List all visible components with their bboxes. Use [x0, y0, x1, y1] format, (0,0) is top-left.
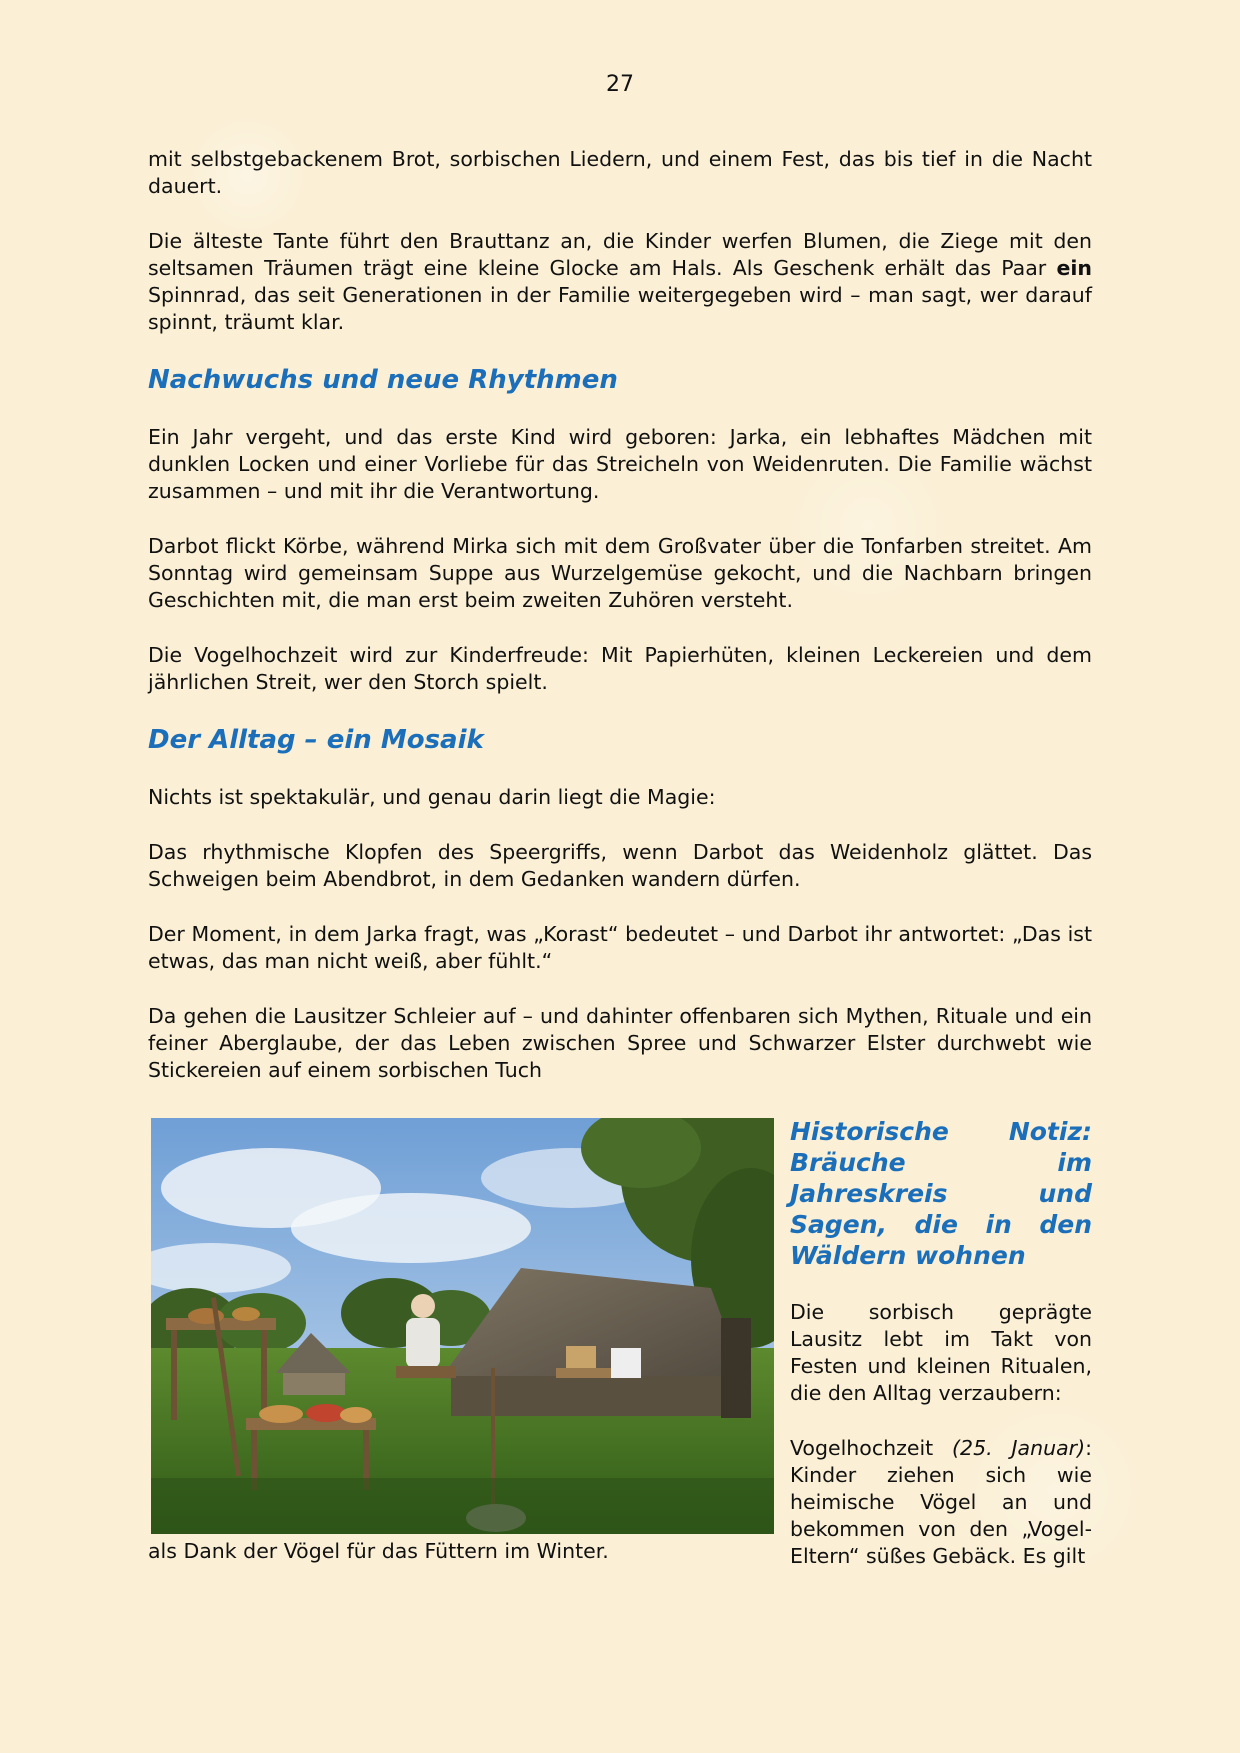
text-span: Die älteste Tante führt den Brauttanz an, die Kinder werfen Blumen, die Ziege mit den seltsamen Träumen trägt eine kleine Glocke am Hals. Als Geschenk erhält das Paar — [148, 229, 1092, 280]
paragraph: Der Moment, in dem Jarka fragt, was „Korast“ bedeutet – und Darbot ihr antwortet: „Das ist etwas, das man nicht weiß, aber fühlt.“ — [148, 922, 1092, 973]
note-intro: Die sorbisch geprägte Lausitz lebt im Takt von Festen und kleinen Ritualen, die den Alltag verzaubern: — [790, 1300, 1092, 1405]
paragraph: Das rhythmische Klopfen des Speergriffs, wenn Darbot das Weidenholz glättet. Das Schweigen beim Abendbrot, in dem Gedanken wandern dürfen. — [148, 840, 1092, 891]
paragraph: Die Vogelhochzeit wird zur Kinderfreude: Mit Papierhüten, kleinen Leckereien und dem jährlichen Streit, wer den Storch spielt. — [148, 643, 1092, 694]
text-span: Spinnrad, das seit Generationen in der Familie weitergegeben wird – man sagt, wer darauf spinnt, träumt klar. — [148, 283, 1092, 334]
paragraph: Da gehen die Lausitzer Schleier auf – und dahinter offenbaren sich Mythen, Rituale und ein feiner Aberglaube, der das Leben zwischen Spree und Schwarzer Elster durchwebt wie Stickereien auf einem sorbischen Tuch — [148, 1004, 1092, 1082]
paragraph — [148, 228, 1092, 336]
note-label: Vogelhochzeit — [790, 1436, 953, 1460]
paragraph: mit selbstgebackenem Brot, sorbischen Liedern, und einem Fest, das bis tief in die Nacht dauert. — [148, 147, 1092, 198]
note-vogelhochzeit — [790, 1435, 1092, 1570]
section-heading: Nachwuchs und neue Rhythmen — [148, 365, 618, 395]
note-text: : Kinder ziehen sich wie heimische Vögel an und bekommen von den „Vogel-Eltern“ süßes Gebäck. Es gilt — [790, 1436, 1092, 1568]
page-number: 27 — [606, 72, 634, 97]
main-text — [148, 146, 1092, 1593]
bold-text: ein — [1056, 256, 1092, 280]
paragraph: Darbot flickt Körbe, während Mirka sich mit dem Großvater über die Tonfarben streitet. Am Sonntag wird gemeinsam Suppe aus Wurzelgemüse gekocht, und die Nachbarn bringen Geschichten mit, die man erst beim zweiten Zuhören versteht. — [148, 534, 1092, 612]
paragraph: Nichts ist spektakulär, und genau darin liegt die Magie: — [148, 785, 716, 809]
paragraph: Ein Jahr vergeht, und das erste Kind wird geboren: Jarka, ein lebhaftes Mädchen mit dunklen Locken und einer Vorliebe für das Streicheln von Weidenruten. Die Familie wächst zusammen – und mit ihr die Verantwortung. — [148, 425, 1092, 503]
note-date: (25. Januar) — [952, 1436, 1086, 1460]
note-title: Historische Notiz: Bräuche im Jahreskreis und Sagen, die in den Wäldern wohnen — [790, 1117, 1092, 1270]
paragraph: als Dank der Vögel für das Füttern im Winter. — [148, 1539, 609, 1563]
village-photo — [151, 1118, 774, 1534]
section-heading: Der Alltag – ein Mosaik — [148, 725, 484, 755]
historical-note — [790, 1116, 1092, 1570]
